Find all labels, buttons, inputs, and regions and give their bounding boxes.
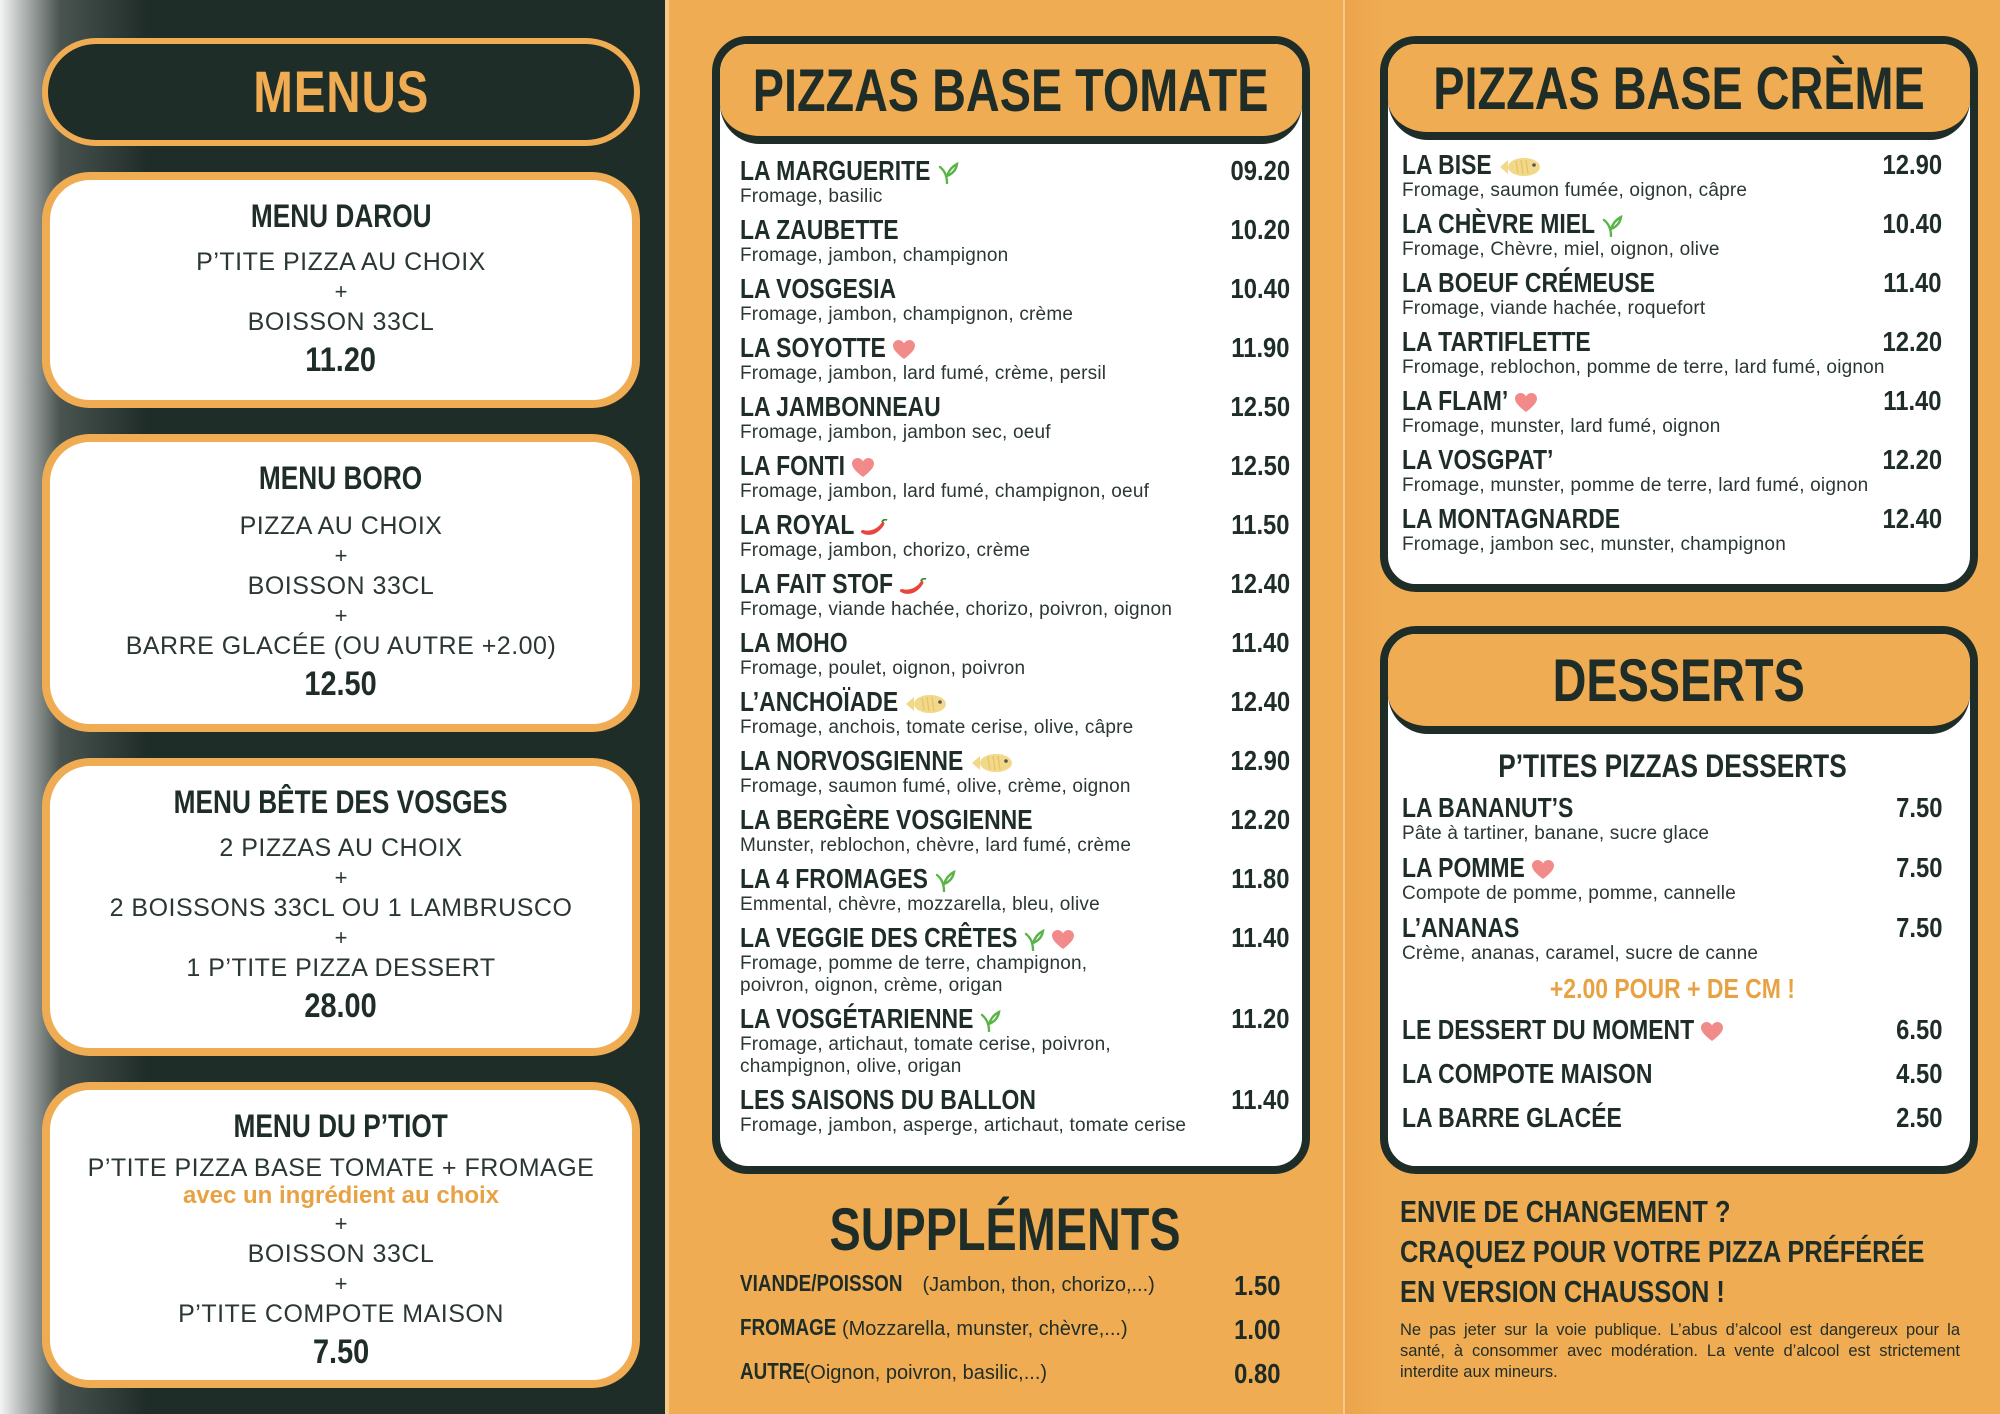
menu-item: [740, 923, 1290, 997]
menu-line: P’TITE COMPOTE MAISON: [178, 1300, 504, 1328]
size-upgrade-note: +2.00 POUR + DE CM !: [1549, 973, 1795, 1004]
item-description: Emmental, chèvre, mozzarella, bleu, olive: [740, 894, 1100, 915]
heart-icon: [1531, 857, 1555, 879]
menu-item: [1402, 386, 1942, 438]
menu-line: P’TITE PIZZA BASE TOMATE + FROMAGE: [87, 1154, 595, 1182]
item-name: LA BERGÈRE VOSGIENNE: [740, 804, 1033, 835]
item-name: LA FONTI: [740, 450, 846, 481]
cream-pizza-box: [1380, 36, 1978, 592]
item-name: LES SAISONS DU BALLON: [740, 1084, 1036, 1115]
menu-card-darou: [42, 172, 640, 408]
menu-item: [740, 451, 1290, 503]
item-name: LA NORVOSGIENNE: [740, 745, 964, 776]
item-name: LA 4 FROMAGES: [740, 863, 928, 894]
menu-item: [1402, 1015, 1942, 1045]
item-name: LE DESSERT DU MOMENT: [1402, 1014, 1695, 1045]
item-name: LA FLAM’: [1402, 385, 1509, 416]
fish-icon: [970, 750, 1016, 772]
dessert-pizza-list: [1402, 793, 1942, 965]
supplement-price: 1.00: [1233, 1314, 1280, 1345]
menu-title: MENU BÊTE DES VOSGES: [174, 784, 508, 820]
menu-line: 1 P’TITE PIZZA DESSERT: [186, 954, 496, 982]
menu-item: [740, 274, 1290, 326]
item-name: LA BARRE GLACÉE: [1402, 1102, 1622, 1133]
item-name: LA VOSGPAT’: [1402, 444, 1554, 475]
heart-icon: [1514, 390, 1538, 412]
menu-title: MENU DU P’TIOT: [233, 1108, 449, 1144]
supplement-name: AUTRE: [740, 1358, 805, 1384]
promo-line: EN VERSION CHAUSSON !: [1400, 1274, 1725, 1309]
menu-plus: +: [334, 925, 348, 950]
tomato-pizza-list: [720, 144, 1302, 1137]
item-price: 12.40: [1882, 503, 1942, 534]
menu-line: 2 BOISSONS 33CL OU 1 LAMBRUSCO: [109, 894, 573, 922]
menu-plus: +: [334, 543, 348, 568]
item-price: 12.50: [1230, 450, 1290, 481]
menu-line: BOISSON 33CL: [247, 1240, 435, 1268]
supplement-detail: (Oignon, poivron, basilic,...): [803, 1362, 1048, 1384]
leaf-icon: [1601, 213, 1623, 235]
fold-line: [665, 0, 669, 1414]
supplement-detail: (Mozzarella, munster, chèvre,...): [841, 1318, 1128, 1340]
supplement-detail: (Jambon, thon, chorizo,...): [922, 1274, 1155, 1296]
menu-item: [740, 333, 1290, 385]
item-name: LA BOEUF CRÉMEUSE: [1402, 267, 1656, 298]
item-description: Fromage, jambon, champignon, crème: [740, 304, 1074, 325]
menu-card-bete-des-vosges: [42, 758, 640, 1056]
item-description: champignon, olive, origan: [740, 1056, 962, 1077]
menu-item: [1402, 793, 1942, 845]
item-description: Fromage, saumon fumée, oignon, câpre: [1402, 180, 1748, 201]
desserts-header: [1388, 634, 1970, 734]
menu-plus: +: [334, 279, 348, 304]
menu-price: 28.00: [304, 987, 378, 1025]
item-price: 12.20: [1882, 326, 1942, 357]
item-description: Fromage, jambon, asperge, artichaut, tomate cerise: [740, 1115, 1187, 1136]
item-description: Compote de pomme, pomme, cannelle: [1402, 883, 1736, 904]
item-price: 2.50: [1895, 1102, 1942, 1133]
heart-icon: [892, 337, 916, 359]
menu-highlight: avec un ingrédient au choix: [182, 1182, 500, 1209]
menus-title: MENUS: [253, 59, 429, 125]
promo-line: CRAQUEZ POUR VOTRE PIZZA PRÉFÉRÉE: [1400, 1234, 1925, 1269]
menus-panel: [0, 0, 665, 1414]
menu-item: [1402, 1103, 1942, 1133]
item-description: Fromage, Chèvre, miel, oignon, olive: [1402, 239, 1720, 260]
item-description: Fromage, reblochon, pomme de terre, lard fumé, oignon: [1402, 357, 1885, 378]
item-description: Fromage, jambon, jambon sec, oeuf: [740, 422, 1051, 443]
menu-plus: +: [334, 865, 348, 890]
item-price: 11.40: [1883, 267, 1942, 298]
supplements-header: [700, 1195, 1310, 1264]
menu-title: MENU BORO: [259, 460, 423, 496]
item-description: Fromage, viande hachée, roquefort: [1402, 298, 1706, 319]
item-price: 10.40: [1230, 273, 1290, 304]
item-description: Fromage, saumon fumé, olive, crème, oignon: [740, 776, 1131, 797]
menu-item: [1402, 1059, 1942, 1089]
item-price: 4.50: [1895, 1058, 1942, 1089]
item-name: LA MONTAGNARDE: [1402, 503, 1621, 534]
item-name: L’ANCHOÏADE: [740, 686, 899, 717]
menu-item: [1402, 150, 1942, 202]
item-name: LA BANANUT’S: [1402, 792, 1574, 823]
item-name: LA VOSGÉTARIENNE: [740, 1003, 974, 1034]
item-price: 7.50: [1895, 912, 1942, 943]
item-name: LA MARGUERITE: [740, 155, 931, 186]
cream-pizza-header: [1388, 44, 1970, 140]
promo-line: ENVIE DE CHANGEMENT ?: [1400, 1194, 1731, 1229]
item-name: LA ZAUBETTE: [740, 214, 899, 245]
item-price: 11.80: [1231, 863, 1290, 894]
dessert-other-list: [1402, 1015, 1942, 1133]
tomato-pizza-title: PIZZAS BASE TOMATE: [753, 56, 1269, 124]
supplement-row: [740, 1270, 1280, 1301]
heart-icon: [1700, 1019, 1724, 1041]
item-price: 7.50: [1895, 792, 1942, 823]
menu-price: 12.50: [304, 665, 378, 703]
item-price: 12.20: [1230, 804, 1290, 835]
menu-item: [1402, 445, 1942, 497]
menu-card-du-ptiot: [42, 1082, 640, 1388]
chili-pepper-icon: [860, 515, 888, 535]
item-description: Fromage, jambon, champignon: [740, 245, 1009, 266]
item-description: Fromage, pomme de terre, champignon,: [740, 953, 1088, 974]
menu-item: [740, 1004, 1290, 1078]
item-name: LA CHÈVRE MIEL: [1402, 208, 1596, 239]
item-name: LA ROYAL: [740, 509, 855, 540]
menu-item: [740, 392, 1290, 444]
supplement-name: FROMAGE: [740, 1314, 837, 1340]
item-description: Crème, ananas, caramel, sucre de canne: [1402, 943, 1759, 964]
menu-card-boro: [42, 434, 640, 732]
tomato-pizza-header: [720, 44, 1302, 144]
item-description: Fromage, munster, lard fumé, oignon: [1402, 416, 1721, 437]
item-price: 11.90: [1231, 332, 1290, 363]
menu-item: [740, 156, 1290, 208]
supplement-row: [740, 1314, 1280, 1345]
dessert-subtitle: P’TITES PIZZAS DESSERTS: [1497, 748, 1847, 784]
item-description: Fromage, poulet, oignon, poivron: [740, 658, 1026, 679]
item-price: 09.20: [1230, 155, 1290, 186]
desserts-box: [1380, 626, 1978, 1174]
item-description: Munster, reblochon, chèvre, lard fumé, crème: [740, 835, 1132, 856]
item-price: 12.90: [1882, 149, 1942, 180]
menu-item: [1402, 504, 1942, 556]
item-name: LA SOYOTTE: [740, 332, 886, 363]
menu-item: [1402, 268, 1942, 320]
item-description: Pâte à tartiner, banane, sucre glace: [1402, 823, 1710, 844]
item-price: 12.40: [1230, 568, 1290, 599]
item-description: Fromage, jambon sec, munster, champignon: [1402, 534, 1786, 555]
item-price: 12.40: [1230, 686, 1290, 717]
promo-block: [1400, 1192, 1980, 1383]
leaf-icon: [979, 1008, 1001, 1030]
item-name: LA VOSGESIA: [740, 273, 897, 304]
item-description: poivron, oignon, crème, origan: [740, 975, 1003, 996]
item-description: Fromage, jambon, lard fumé, champignon, oeuf: [740, 481, 1150, 502]
menu-item: [740, 628, 1290, 680]
leaf-icon: [937, 160, 959, 182]
item-price: 7.50: [1895, 852, 1942, 883]
item-price: 11.20: [1231, 1003, 1290, 1034]
menu-title: MENU DAROU: [250, 198, 432, 234]
menu-plus: +: [334, 1211, 348, 1236]
fish-icon: [1498, 154, 1544, 176]
item-price: 11.40: [1231, 922, 1290, 953]
item-price: 10.40: [1882, 208, 1942, 239]
item-name: LA COMPOTE MAISON: [1402, 1058, 1653, 1089]
menu-item: [1402, 327, 1942, 379]
menu-price: 7.50: [312, 1333, 370, 1371]
menu-line: PIZZA AU CHOIX: [239, 512, 443, 540]
fish-icon: [904, 691, 950, 713]
item-price: 10.20: [1230, 214, 1290, 245]
leaf-icon: [934, 868, 956, 890]
item-price: 11.50: [1231, 509, 1290, 540]
item-description: Fromage, artichaut, tomate cerise, poivron,: [740, 1034, 1111, 1055]
supplement-price: 0.80: [1233, 1358, 1280, 1389]
tomato-pizza-box: [712, 36, 1310, 1174]
menu-item: [740, 510, 1290, 562]
item-name: LA POMME: [1402, 852, 1525, 883]
heart-icon: [851, 455, 875, 477]
item-name: LA TARTIFLETTE: [1402, 326, 1591, 357]
item-name: L’ANANAS: [1402, 912, 1520, 943]
menu-line: BOISSON 33CL: [247, 572, 435, 600]
item-description: Fromage, anchois, tomate cerise, olive, câpre: [740, 717, 1134, 738]
menu-item: [740, 569, 1290, 621]
menu-item: [1402, 209, 1942, 261]
menu-item: [1402, 853, 1942, 905]
cream-pizza-list: [1388, 140, 1970, 556]
menus-header: [42, 38, 640, 146]
cream-pizza-title: PIZZAS BASE CRÈME: [1433, 54, 1925, 122]
menu-item: [740, 687, 1290, 739]
supplements-title: SUPPLÉMENTS: [829, 1196, 1181, 1263]
menu-plus: +: [334, 603, 348, 628]
menu-item: [740, 215, 1290, 267]
item-price: 11.40: [1883, 385, 1942, 416]
item-price: 12.90: [1230, 745, 1290, 776]
item-description: Fromage, jambon, lard fumé, crème, persil: [740, 363, 1107, 384]
leaf-icon: [1023, 927, 1045, 949]
menu-item: [740, 805, 1290, 857]
menu-plus: +: [334, 1271, 348, 1296]
item-name: LA JAMBONNEAU: [740, 391, 941, 422]
supplement-row: [740, 1358, 1280, 1389]
item-description: Fromage, jambon, chorizo, crème: [740, 540, 1031, 561]
menu-item: [740, 1085, 1290, 1137]
menu-line: BARRE GLACÉE (OU AUTRE +2.00): [125, 632, 557, 660]
item-description: Fromage, viande hachée, chorizo, poivron, oignon: [740, 599, 1173, 620]
supplement-price: 1.50: [1233, 1270, 1280, 1301]
menu-item: [740, 746, 1290, 798]
heart-icon: [1051, 927, 1075, 949]
legal-notice: Ne pas jeter sur la voie publique. L’abus d’alcool est dangereux pour la santé, à consommer avec modération. La vente d’alcool est strictement interdite aux mineurs.: [1400, 1321, 1960, 1381]
item-price: 6.50: [1895, 1014, 1942, 1045]
item-price: 12.50: [1230, 391, 1290, 422]
menu-line: BOISSON 33CL: [247, 308, 435, 336]
menu-line: P’TITE PIZZA AU CHOIX: [196, 248, 486, 276]
chili-pepper-icon: [899, 574, 927, 594]
desserts-title: DESSERTS: [1552, 646, 1806, 714]
menu-item: [740, 864, 1290, 916]
item-description: Fromage, munster, pomme de terre, lard fumé, oignon: [1402, 475, 1869, 496]
supplement-name: VIANDE/POISSON: [740, 1270, 903, 1296]
item-price: 11.40: [1231, 627, 1290, 658]
item-price: 11.40: [1231, 1084, 1290, 1115]
item-name: LA BISE: [1402, 149, 1492, 180]
item-name: LA MOHO: [740, 627, 848, 658]
item-name: LA VEGGIE DES CRÊTES: [740, 922, 1018, 953]
item-price: 12.20: [1882, 444, 1942, 475]
menu-item: [1402, 913, 1942, 965]
item-name: LA FAIT STOF: [740, 568, 894, 599]
item-description: Fromage, basilic: [740, 186, 883, 207]
menu-price: 11.20: [305, 341, 377, 379]
menu-line: 2 PIZZAS AU CHOIX: [219, 834, 463, 862]
